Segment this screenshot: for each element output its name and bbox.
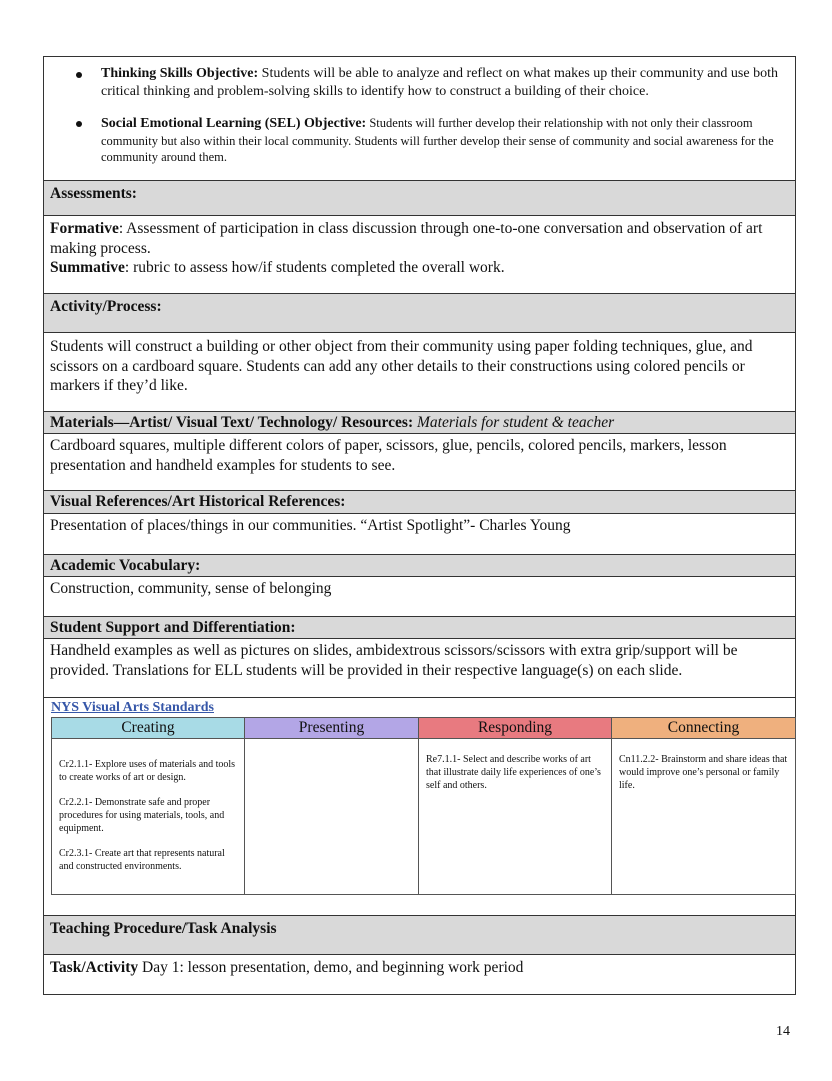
vocabulary-heading: Academic Vocabulary: bbox=[43, 554, 796, 577]
standard-cr2-2-1: Cr2.2.1- Demonstrate safe and proper procedures for using materials, tools, and equipment. bbox=[59, 797, 225, 834]
materials-heading: Materials—Artist/ Visual Text/ Technology/ Resources: Materials for student & teacher bbox=[43, 411, 796, 434]
standard-column-responding: Responding bbox=[418, 717, 612, 739]
materials-content: Cardboard squares, multiple different colors of paper, scissors, glue, pencils, colored pencils, markers, lesson presentation and handheld examples for students to see. bbox=[43, 433, 796, 491]
procedure-content: Task/Activity Day 1: lesson presentation, demo, and beginning work period bbox=[43, 954, 796, 995]
objectives-block bbox=[43, 56, 796, 181]
standard-column-creating: Creating bbox=[51, 717, 245, 739]
support-content: Handheld examples as well as pictures on slides, ambidextrous scissors/scissors with extra grip/support will be provided. Translations for ELL students will be provided in their respective language(s) on each slide. bbox=[43, 638, 796, 698]
bullet-icon bbox=[76, 72, 82, 78]
sel-objective: Social Emotional Learning (SEL) Objective: Students will further develop their relationship with not only their classroom community but also within their local community. Students will further develop their sense of community and social awareness for the community around them. bbox=[44, 115, 795, 166]
procedure-heading: Teaching Procedure/Task Analysis bbox=[43, 915, 796, 955]
assessments-content: Formative: Assessment of participation in class discussion through one-to-one conversation and observation of art making process. Summative: rubric to assess how/if students completed the overall work. bbox=[43, 215, 796, 294]
standard-column-presenting: Presenting bbox=[244, 717, 419, 739]
activity-content: Students will construct a building or other object from their community using paper folding techniques, glue, and scissors on a cardboard square. Students can add any other details to their constructions using colored pencils or markers if they’d like. bbox=[43, 332, 796, 412]
support-heading: Student Support and Differentiation: bbox=[43, 616, 796, 639]
creating-standards-cell bbox=[51, 738, 245, 895]
standards-title: NYS Visual Arts Standards bbox=[51, 700, 214, 715]
references-content: Presentation of places/things in our communities. “Artist Spotlight”- Charles Young bbox=[43, 513, 796, 555]
activity-heading: Activity/Process: bbox=[43, 293, 796, 333]
standard-cr2-3-1: Cr2.3.1- Create art that represents natural and constructed environments. bbox=[59, 848, 225, 872]
assessments-heading: Assessments: bbox=[43, 180, 796, 216]
vocabulary-content: Construction, community, sense of belonging bbox=[43, 576, 796, 617]
standard-column-connecting: Connecting bbox=[611, 717, 796, 739]
page-number: 14 bbox=[776, 1024, 790, 1039]
responding-standards-cell bbox=[418, 738, 612, 895]
standard-cn11-2-2: Cn11.2.2- Brainstorm and share ideas that would improve one’s personal or family life. bbox=[619, 754, 788, 791]
connecting-standards-cell bbox=[611, 738, 796, 895]
bullet-icon bbox=[76, 121, 82, 127]
references-heading: Visual References/Art Historical References: bbox=[43, 490, 796, 514]
standard-re7-1-1: Re7.1.1- Select and describe works of art that illustrate daily life experiences of one’s self and others. bbox=[426, 754, 601, 791]
thinking-skills-objective: Thinking Skills Objective: Students will be able to analyze and reflect on what makes up their community and use both critical thinking and problem-solving skills to identify how to construct a building of their choice. bbox=[44, 65, 795, 101]
presenting-standards-cell bbox=[244, 738, 419, 895]
standard-cr2-1-1: Cr2.1.1- Explore uses of materials and tools to create works of art or design. bbox=[59, 759, 236, 783]
